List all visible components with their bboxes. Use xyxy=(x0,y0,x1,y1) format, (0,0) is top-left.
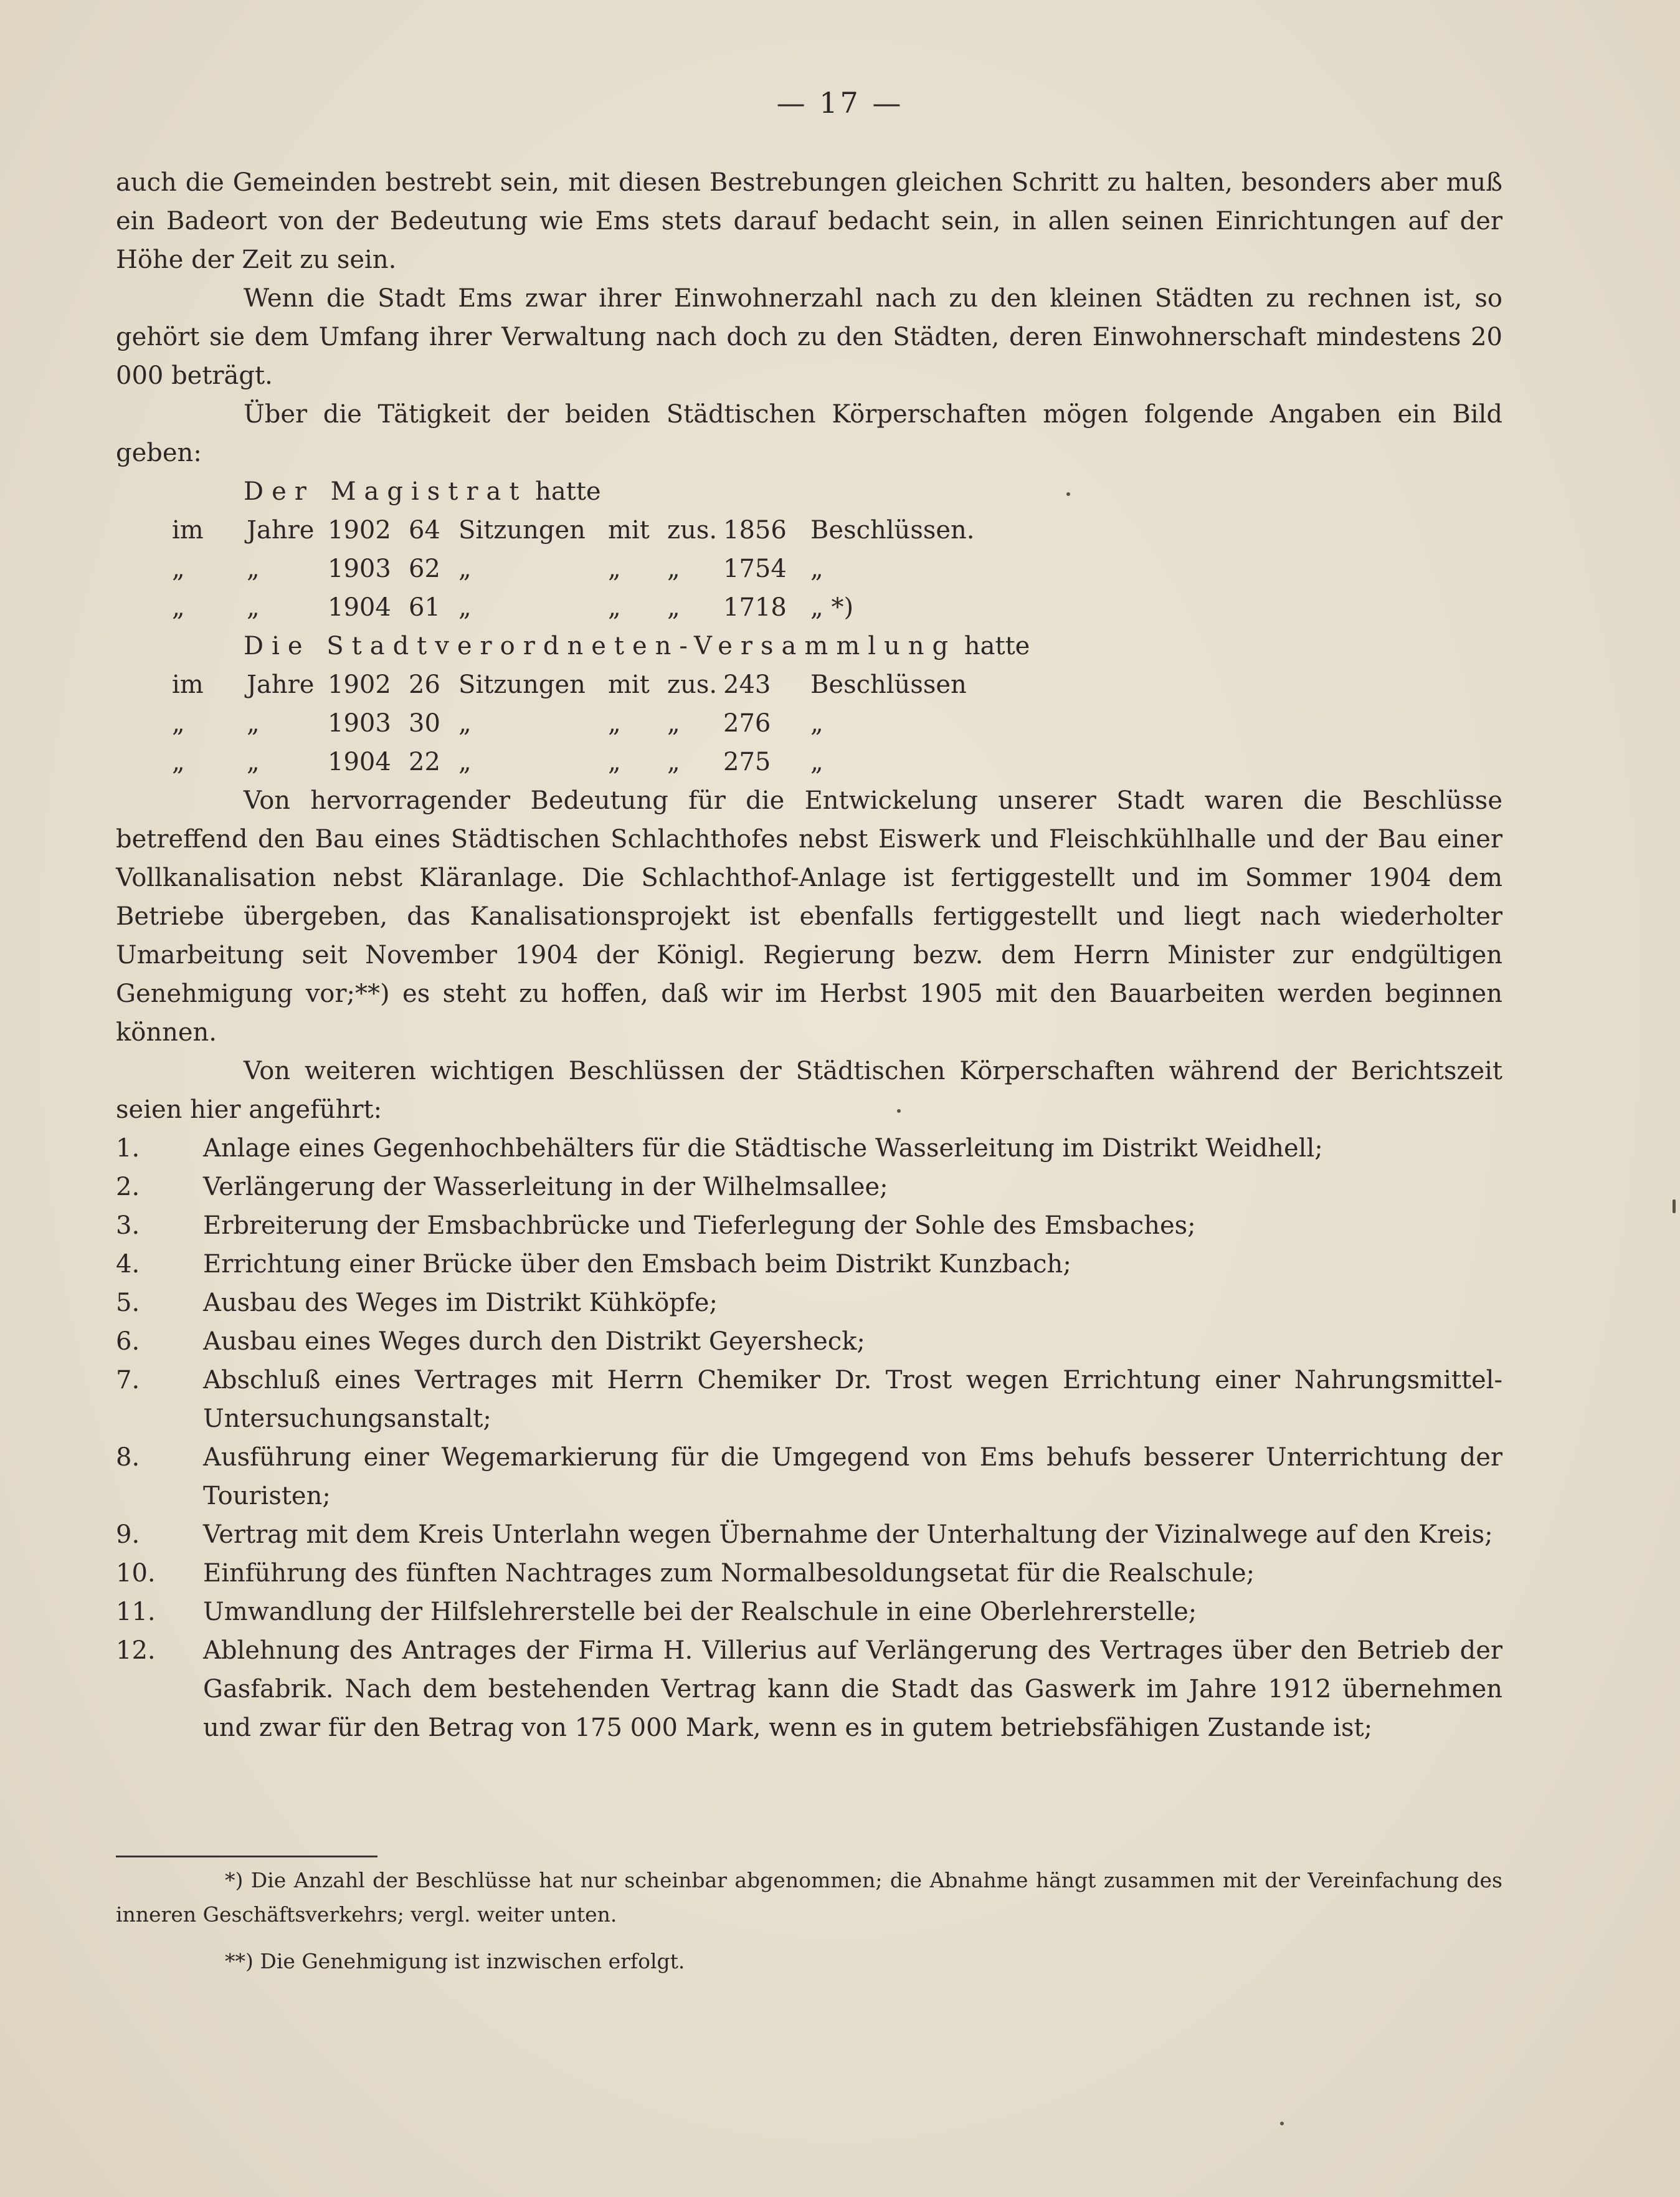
table-row xyxy=(172,704,972,743)
magistrat-title: Der Magistrat xyxy=(244,477,528,506)
paper-speck xyxy=(1280,2122,1284,2125)
list-item-text: Ablehnung des Antrages der Firma H. Villerius auf Verlängerung des Vertrages über den Betrieb der Gasfabrik. Nach dem bestehenden Vertrag kann die Stadt das Gaswerk im Jahre 1912 übernehmen und zwar für den Betrag von 175 000 Mark, wenn es in gutem betriebsfähigen Zustande ist; xyxy=(203,1636,1502,1742)
magistrat-heading xyxy=(244,472,1502,511)
list-item-number: 6. xyxy=(116,1327,140,1356)
table-cell: „ xyxy=(667,709,680,738)
table-cell: 1903 xyxy=(328,709,391,738)
list-item xyxy=(116,1554,1502,1593)
table-cell: „ xyxy=(458,748,472,776)
table-cell: 61 xyxy=(409,593,440,622)
stadtverordneten-table xyxy=(172,665,972,781)
table-cell: „ xyxy=(172,709,185,738)
list-item xyxy=(116,1438,1502,1515)
table-row xyxy=(172,665,972,704)
list-item xyxy=(116,1631,1502,1747)
list-item-text: Errichtung einer Brücke über den Emsbach beim Distrikt Kunzbach; xyxy=(203,1250,1071,1279)
table-cell: „ xyxy=(810,748,823,776)
table-cell: „ xyxy=(247,709,260,738)
paragraph-2: Wenn die Stadt Ems zwar ihrer Einwohnerzahl nach zu den kleinen Städten zu rechnen ist, so gehört sie dem Umfang ihrer Verwaltung nach doch zu den Städten, deren Einwohnerschaft mindestens 20 000 beträgt. xyxy=(116,284,1502,390)
list-item-text: Einführung des fünften Nachtrages zum Normalbesoldungsetat für die Realschule; xyxy=(203,1559,1255,1588)
list-item-number: 4. xyxy=(116,1250,140,1279)
list-item-text: Ausbau des Weges im Distrikt Kühköpfe; xyxy=(203,1289,718,1317)
table-cell: 1754 xyxy=(723,555,787,583)
table-cell: „ xyxy=(172,593,185,622)
table-cell: „ xyxy=(667,748,680,776)
table-cell: 1902 xyxy=(328,516,391,545)
table-cell: im xyxy=(172,670,204,699)
table-cell: 30 xyxy=(409,709,440,738)
magistrat-title-verb: hatte xyxy=(535,477,601,506)
list-item-text: Erbreiterung der Emsbachbrücke und Tieferlegung der Sohle des Emsbaches; xyxy=(203,1211,1196,1240)
table-cell: „ xyxy=(810,709,823,738)
table-cell: 1718 xyxy=(723,593,787,622)
table-cell: zus. xyxy=(667,670,718,699)
list-item-number: 2. xyxy=(116,1173,140,1201)
table-cell: 26 xyxy=(409,670,440,699)
table-cell: Beschlüssen. xyxy=(810,516,975,545)
table-cell: „ xyxy=(667,555,680,583)
table-cell: 1903 xyxy=(328,555,391,583)
table-cell: 275 xyxy=(723,748,771,776)
footnote-2: **) Die Genehmigung ist inzwischen erfolgt. xyxy=(225,1949,685,1973)
list-item-text: Ausbau eines Weges durch den Distrikt Geyersheck; xyxy=(203,1327,865,1356)
list-item-number: 1. xyxy=(116,1134,140,1163)
table-cell: „ xyxy=(247,748,260,776)
list-item-number: 11. xyxy=(116,1598,156,1626)
table-cell: Jahre xyxy=(247,670,315,699)
list-item-text: Abschluß eines Vertrages mit Herrn Chemiker Dr. Trost wegen Errichtung einer Nahrungsmittel-Untersuchungsanstalt; xyxy=(203,1366,1502,1433)
footnotes xyxy=(116,1863,1502,1978)
table-cell: 1902 xyxy=(328,670,391,699)
table-cell: 1856 xyxy=(723,516,787,545)
resolution-list xyxy=(116,1129,1502,1747)
page-number: — 17 — xyxy=(776,86,904,120)
table-cell: 1904 xyxy=(328,593,391,622)
list-item xyxy=(116,1284,1502,1322)
paragraph-4: Von hervorragender Bedeutung für die Entwickelung unserer Stadt waren die Beschlüsse betreffend den Bau eines Städtischen Schlachthofes nebst Eiswerk und Fleischkühlhalle und der Bau einer Vollkanalisation nebst Kläranlage. Die Schlachthof-Anlage ist fertiggestellt und im Sommer 1904 dem Betriebe übergeben, das Kanalisationsprojekt ist ebenfalls fertiggestellt und liegt nach wiederholter Umarbeitung seit November 1904 der Königl. Regierung bezw. dem Herrn Minister zur endgültigen Genehmigung vor;**) es steht zu hoffen, daß wir im Herbst 1905 mit den Bauarbeiten werden beginnen können. xyxy=(116,786,1502,1047)
table-cell: „ xyxy=(172,748,185,776)
list-item xyxy=(116,1129,1502,1168)
table-cell: Sitzungen xyxy=(458,670,586,699)
stadtverordneten-title: Die Stadtverordneten-Versammlung xyxy=(244,632,957,660)
paper-speck xyxy=(1066,492,1070,496)
list-item-number: 5. xyxy=(116,1289,140,1317)
table-cell: „ xyxy=(608,709,621,738)
footnote-divider xyxy=(116,1856,377,1857)
table-cell: „ xyxy=(172,555,185,583)
list-item xyxy=(116,1206,1502,1245)
table-cell: 62 xyxy=(409,555,440,583)
list-item-text: Vertrag mit dem Kreis Unterlahn wegen Übernahme der Unterhaltung der Vizinalwege auf den Kreis; xyxy=(203,1520,1493,1549)
table-cell: 22 xyxy=(409,748,440,776)
table-cell: „ xyxy=(458,555,472,583)
list-item xyxy=(116,1168,1502,1206)
table-cell: 276 xyxy=(723,709,771,738)
table-cell: Jahre xyxy=(247,516,315,545)
table-cell: „ xyxy=(608,593,621,622)
table-cell: im xyxy=(172,516,204,545)
table-cell: Sitzungen xyxy=(458,516,586,545)
table-cell: „ xyxy=(458,593,472,622)
paper-speck xyxy=(1673,1199,1676,1213)
list-item xyxy=(116,1361,1502,1438)
stadtverordneten-heading xyxy=(244,627,1502,665)
table-cell: „ xyxy=(667,593,680,622)
list-item xyxy=(116,1245,1502,1284)
list-item-number: 8. xyxy=(116,1443,140,1472)
table-cell: zus. xyxy=(667,516,718,545)
table-cell: „ xyxy=(810,555,823,583)
body-text xyxy=(116,163,1502,1747)
table-cell: Beschlüssen xyxy=(810,670,967,699)
table-cell: „ xyxy=(608,748,621,776)
paragraph-5: Von weiteren wichtigen Beschlüssen der Städtischen Körperschaften während der Berichtszeit seien hier angeführt: xyxy=(116,1057,1502,1124)
table-row xyxy=(172,588,975,627)
list-item-text: Ausführung einer Wegemarkierung für die Umgegend von Ems behufs besserer Unterrichtung der Touristen; xyxy=(203,1443,1502,1510)
table-cell: „ xyxy=(247,555,260,583)
table-row xyxy=(172,511,975,550)
table-cell: „ xyxy=(608,555,621,583)
list-item-number: 9. xyxy=(116,1520,140,1549)
magistrat-table xyxy=(172,511,975,627)
list-item-number: 3. xyxy=(116,1211,140,1240)
table-cell: 64 xyxy=(409,516,440,545)
table-cell: mit xyxy=(608,670,650,699)
list-item-text: Verlängerung der Wasserleitung in der Wilhelmsallee; xyxy=(203,1173,888,1201)
list-item xyxy=(116,1593,1502,1631)
table-row xyxy=(172,550,975,588)
list-item xyxy=(116,1515,1502,1554)
list-item-number: 12. xyxy=(116,1636,156,1665)
stadtverordneten-title-verb: hatte xyxy=(964,632,1030,660)
list-item-text: Anlage eines Gegenhochbehälters für die Städtische Wasserleitung im Distrikt Weidhell; xyxy=(203,1134,1323,1163)
paragraph-3: Über die Tätigkeit der beiden Städtischen Körperschaften mögen folgende Angaben ein Bild geben: xyxy=(116,400,1502,467)
list-item-number: 10. xyxy=(116,1559,156,1588)
table-cell: „ xyxy=(247,593,260,622)
table-cell: mit xyxy=(608,516,650,545)
list-item-number: 7. xyxy=(116,1366,140,1394)
table-cell: 1904 xyxy=(328,748,391,776)
table-cell: „ xyxy=(458,709,472,738)
table-cell: 243 xyxy=(723,670,771,699)
table-cell: „ *) xyxy=(810,593,854,622)
list-item-text: Umwandlung der Hilfslehrerstelle bei der Realschule in eine Oberlehrerstelle; xyxy=(203,1598,1197,1626)
table-row xyxy=(172,743,972,781)
paper-speck xyxy=(897,1109,901,1113)
paragraph-1: auch die Gemeinden bestrebt sein, mit diesen Bestrebungen gleichen Schritt zu halten, besonders aber muß ein Badeort von der Bedeutung wie Ems stets darauf bedacht sein, in allen seinen Einrichtungen auf der Höhe der Zeit zu sein. xyxy=(116,168,1502,274)
footnote-1: *) Die Anzahl der Beschlüsse hat nur scheinbar abgenommen; die Abnahme hängt zusammen mit der Vereinfachung des inneren Geschäftsverkehrs; vergl. weiter unten. xyxy=(116,1868,1502,1927)
list-item xyxy=(116,1322,1502,1361)
